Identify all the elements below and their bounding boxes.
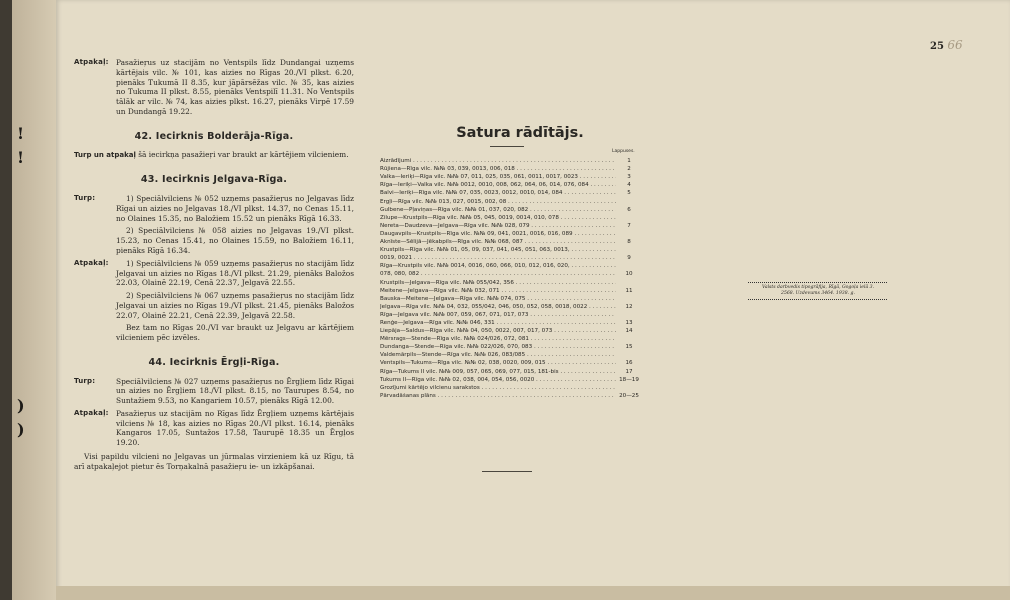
index-entry: Ērgļi—Rīga vilc. №№ 013, 027, 0015, 002, 08 . . .: [380, 199, 616, 205]
index-entry: Liepāja—Saldus—Rīga vilc. №№ 04, 050, 0022, 007, 017, 073 . . .: [380, 328, 616, 334]
return-paragraph: [74, 58, 354, 117]
index-row: [380, 156, 642, 164]
index-row: [380, 172, 642, 180]
index-row: [380, 188, 642, 196]
section-paragraph: [74, 409, 354, 448]
index-row: [380, 286, 642, 294]
page-edge: [12, 0, 56, 600]
index-row: [380, 310, 642, 318]
index-row: [380, 205, 642, 213]
index-row: [380, 164, 642, 172]
index-entry: Aizrādījumi . . .: [380, 158, 616, 164]
title-rule: [490, 146, 524, 147]
index-page: 3: [627, 174, 631, 181]
margin-mark: ): [17, 420, 25, 439]
index-entry: Rīga—Jelgava vilc. №№ 007, 059, 067, 071, 017, 073 . . .: [380, 312, 616, 318]
section-paragraph: [74, 377, 354, 406]
index-entry: Rūjiena—Rīga vilc. №№ 03, 039, 0013, 006, 018 . . .: [380, 166, 616, 172]
paragraph-text: 2) Speciālvilciens № 067 uzņems pasažieŗus no stacijām līdz Jelgavai un aizies no Rīgas 19./VI plkst. 21.45, pienāks Baložos 22.07, Olainē 22.21, Cenā 22.39, Jelgavā 22.58.: [116, 291, 354, 320]
page-number-text: 25: [930, 41, 944, 52]
index-page: 11: [625, 287, 633, 294]
page-number: [930, 38, 963, 52]
index-page: 5: [627, 190, 631, 197]
index-row: [380, 391, 642, 399]
paragraph-text: šā iecirkņa pasažieŗi var braukt ar kārtējiem vilcieniem.: [138, 150, 349, 160]
paragraph-label: Atpakaļ:: [74, 58, 109, 66]
index-row: [380, 277, 642, 285]
index-entry: Aknīste—Sēlijā—Jēkabpils—Rīga vilc. №№ 068, 087 . . .: [380, 239, 616, 245]
section-paragraph: [74, 150, 354, 160]
paragraph-label: Atpakaļ:: [74, 258, 109, 267]
index-entry: Zilupe—Krustpils—Rīga vilc. №№ 05, 045, 0019, 0014, 010, 078 . . .: [380, 215, 616, 221]
section-title: 44. Iecirknis Ērgļi-Rīga.: [148, 356, 280, 368]
index-row: [380, 358, 642, 366]
index-entry: Balvi—Ieriķi—Rīga vilc. №№ 07, 035, 0023, 0012, 0010, 014, 084 . . .: [380, 190, 616, 196]
index-entry: Rīga—Ieriķi—Valka vilc. №№ 0012, 0010, 008, 062, 064, 06, 014, 076, 084 . . .: [380, 182, 616, 188]
section-paragraph: [74, 194, 354, 223]
index-entry: Meitene—Jelgava—Rīga vilc. №№ 032, 071 . . .: [380, 288, 616, 294]
index-page: 10: [625, 271, 633, 278]
index-entry: Rīga—Tukums II vilc. №№ 009, 057, 065, 069, 077, 015, 181-bis . . .: [380, 369, 616, 375]
index-page: 6: [627, 206, 631, 213]
index-row: [380, 366, 642, 374]
index-page: 13: [625, 319, 633, 326]
paragraph-text: 2) Speciālvilciens № 058 aizies no Jelgavas 19./VI plkst. 15.23, no Cenas 15.41, no Olaines 15.59, no Baložiem 16.11, pienāks Rīgā 16.34.: [116, 226, 354, 255]
paragraph-text: Pasažieŗus uz stacijām no Ventspils līdz Dundangai uzņems kārtējais vilc. № 101, kas aiziеs no Rīgas 20./VI plkst. 6.20, pienāks Tukumā II 8.35, kur jāpārsēžas vilc. № 35, kas aizies no Tukuma II plkst. 8.55, pienāks Ventspilī 11.31. No Ventspils tālāk ar vilc. № 74, kas aizies plkst. 16.27, pienāks Virpē 17.59 un Dundangā 19.22.: [116, 58, 354, 116]
imprint-line: 2568. Uzdevums 3464. 1938. g.: [781, 290, 855, 296]
index-page: 17: [625, 368, 633, 375]
section-title: 42. Iecirknis Bolderāja-Rīga.: [134, 130, 294, 142]
paragraph-text: 1) Speciālvilciens № 059 uzņems pasažieŗus no stacijām līdz Jelgavai un aizies no Rīgas 18./VI plkst. 21.29, pienāks Baložos 22.03, Olainē 22.19, Cenā 22.37, Jelgavā 22.55.: [116, 258, 354, 288]
index-page: 12: [625, 303, 633, 310]
index-page: 1: [627, 158, 631, 165]
index-entry: Valdemārpils—Stende—Rīga vilc. №№ 026, 083/085 . . .: [380, 352, 616, 358]
index-page: 15: [625, 344, 633, 351]
index-entry: Grozījumi kārtējo vilcienu sarakstos . . .: [380, 385, 616, 391]
index-row: [380, 334, 642, 342]
index-entry: Krustpils—Rīga vilc. №№ 01, 05, 09, 037, 041, 045, 051, 063, 0013, . . .: [380, 247, 616, 253]
index-title: Satura rādītājs.: [456, 125, 584, 141]
paragraph-label: Turp un atpakaļ: [74, 151, 136, 160]
index-entry: 078, 080, 082 . . .: [380, 271, 616, 277]
index-entry: Dundanga—Stende—Rīga vilc. №№ 022/026, 070, 083 . . .: [380, 344, 616, 350]
index-row: [380, 342, 642, 350]
margin-mark: !: [17, 148, 25, 167]
end-rule: [482, 471, 532, 472]
index-entry: Jelgava—Rīga vilc. №№ 04, 032, 055/042, 046, 050, 052, 058, 0018, 0022 . . .: [380, 304, 616, 310]
index-row: [380, 318, 642, 326]
pencil-annotation: 66: [947, 38, 963, 52]
index-page: 2: [627, 166, 631, 173]
imprint-rule: [748, 299, 888, 300]
index-row: [380, 375, 642, 383]
paragraph-text: Visi papildu vilcieni no Jelgavas un jūrmalas virzieniem kā uz Rīgu, tā arī atpakaļejot pietur ēs Torņakalnā pasažieŗu ie- un izkāpšanai.: [74, 451, 354, 471]
binding-strip: [0, 0, 12, 600]
index-entry: Tukums II—Rīga vilc. №№ 02, 038, 004, 054, 056, 0020 . . .: [380, 377, 616, 383]
index-entry: 0019, 0021 . . .: [380, 255, 616, 261]
left-column: [74, 58, 354, 471]
index-page: 9: [627, 255, 631, 262]
paragraph-label: Turp:: [74, 194, 96, 203]
section-title: 43. Iecirknis Jelgava-Rīga.: [140, 174, 288, 186]
index-entry: Ventspils—Tukums—Rīga vilc. №№ 02, 038, 0020, 009, 015 . . .: [380, 360, 616, 366]
index-entry: Krustpils—Jelgava—Rīga vilc. №№ 055/042, 356 . . .: [380, 280, 616, 286]
imprint-rule: [748, 282, 888, 283]
margin-mark: ): [17, 396, 25, 415]
index-entry: Bauska—Meitene—Jelgava—Rīga vilc. №№ 074, 075 . . .: [380, 296, 616, 302]
paper-bottom-edge: [56, 586, 1010, 600]
index-row: [380, 221, 642, 229]
index-row: [380, 253, 642, 261]
index-page: 7: [627, 222, 631, 229]
index-row: [380, 213, 642, 221]
index-row: [380, 350, 642, 358]
index-list: [380, 156, 642, 399]
index-entry: Rīga—Krustpils vilc. №№ 0014, 0016, 060, 066, 010, 012, 016, 020, . . .: [380, 263, 616, 269]
index-row: [380, 326, 642, 334]
index-entry: Renģe—Jelgava—Rīga vilc. №№ 046, 331 . . .: [380, 320, 616, 326]
index-row: [380, 196, 642, 204]
index-page: 18—19: [619, 376, 639, 383]
index-row: [380, 302, 642, 310]
index-entry: Mērsrags—Stende—Rīga vilc. №№ 024/026, 072, 081 . . .: [380, 336, 616, 342]
index-page: 16: [625, 360, 633, 367]
index-page: 20—25: [619, 392, 639, 399]
paragraph-label: Atpakaļ:: [74, 408, 109, 417]
printer-imprint: [748, 280, 888, 302]
index-row: [380, 261, 642, 269]
index-entry: Nereta—Daudzeva—Jelgava—Rīga vilc. №№ 028, 079 . . .: [380, 223, 616, 229]
index-page: 14: [625, 328, 633, 335]
index-entry: Gulbene—Pļaviņas—Rīga vilc. №№ 01, 037, 020, 082 . . .: [380, 207, 616, 213]
index-entry: Valka—Ieriķi—Rīga vilc. №№ 07, 011, 025, 035, 061, 0011, 0017, 0023 . . .: [380, 174, 616, 180]
index-row: [380, 294, 642, 302]
paragraph-text: Speciālvilciens № 027 uzņems pasažieŗus no Ērgļiem līdz Rīgai un aizies no Ērgļiem 18./VI plkst. 8.15, no Taurupes 8.54, no Suntažiem 9.53, no Kangariem 10.57, pienāks Rīgā 12.00.: [116, 376, 354, 406]
index-page: 8: [627, 239, 631, 246]
index-row: [380, 237, 642, 245]
paragraph-text: Bez tam no Rīgas 20./VI var braukt uz Jelgavu ar kārtējiem vilcieniem pēc izvēles.: [116, 323, 354, 343]
pages-column-header: Lappuses.: [612, 149, 635, 154]
index-entry: Pārvadāšanas plāns . . .: [380, 393, 616, 399]
index-row: [380, 269, 642, 277]
index-page: 4: [627, 182, 631, 189]
index-row: [380, 180, 642, 188]
paragraph-text: 1) Speciālvilciens № 052 uzņems pasažieŗus no Jelgavas līdz Rīgai un aizies no Jelgavas 18./VI plkst. 14.37, no Cenas 15.11, no Olaines 15.35, no Baložiem 15.52 un pienāks Rīgā 16.33.: [116, 194, 354, 223]
index-entry: Daugavpils—Krustpils—Rīga vilc. №№ 09, 041, 0021, 0016, 016, 089 . . .: [380, 231, 616, 237]
index-row: [380, 245, 642, 253]
imprint-line: Valsts darbvedis tipogrāfija, Rīgā, Gogoļa ielā 3.: [761, 285, 875, 290]
index-row: [380, 383, 642, 391]
section-paragraph: [74, 259, 354, 288]
index-row: [380, 229, 642, 237]
paragraph-label: Turp:: [74, 376, 96, 385]
margin-mark: !: [17, 124, 25, 143]
paragraph-text: Pasažieŗus uz stacijām no Rīgas līdz Ērgļiem uzņems kārtējais vilciens № 18, kas aizies no Rīgas 20./VI plkst. 16.14, pienāks Kangaros 17.05, Suntažos 17.58, Taurupē 18.35 un Ērgļos 19.20.: [116, 408, 354, 448]
